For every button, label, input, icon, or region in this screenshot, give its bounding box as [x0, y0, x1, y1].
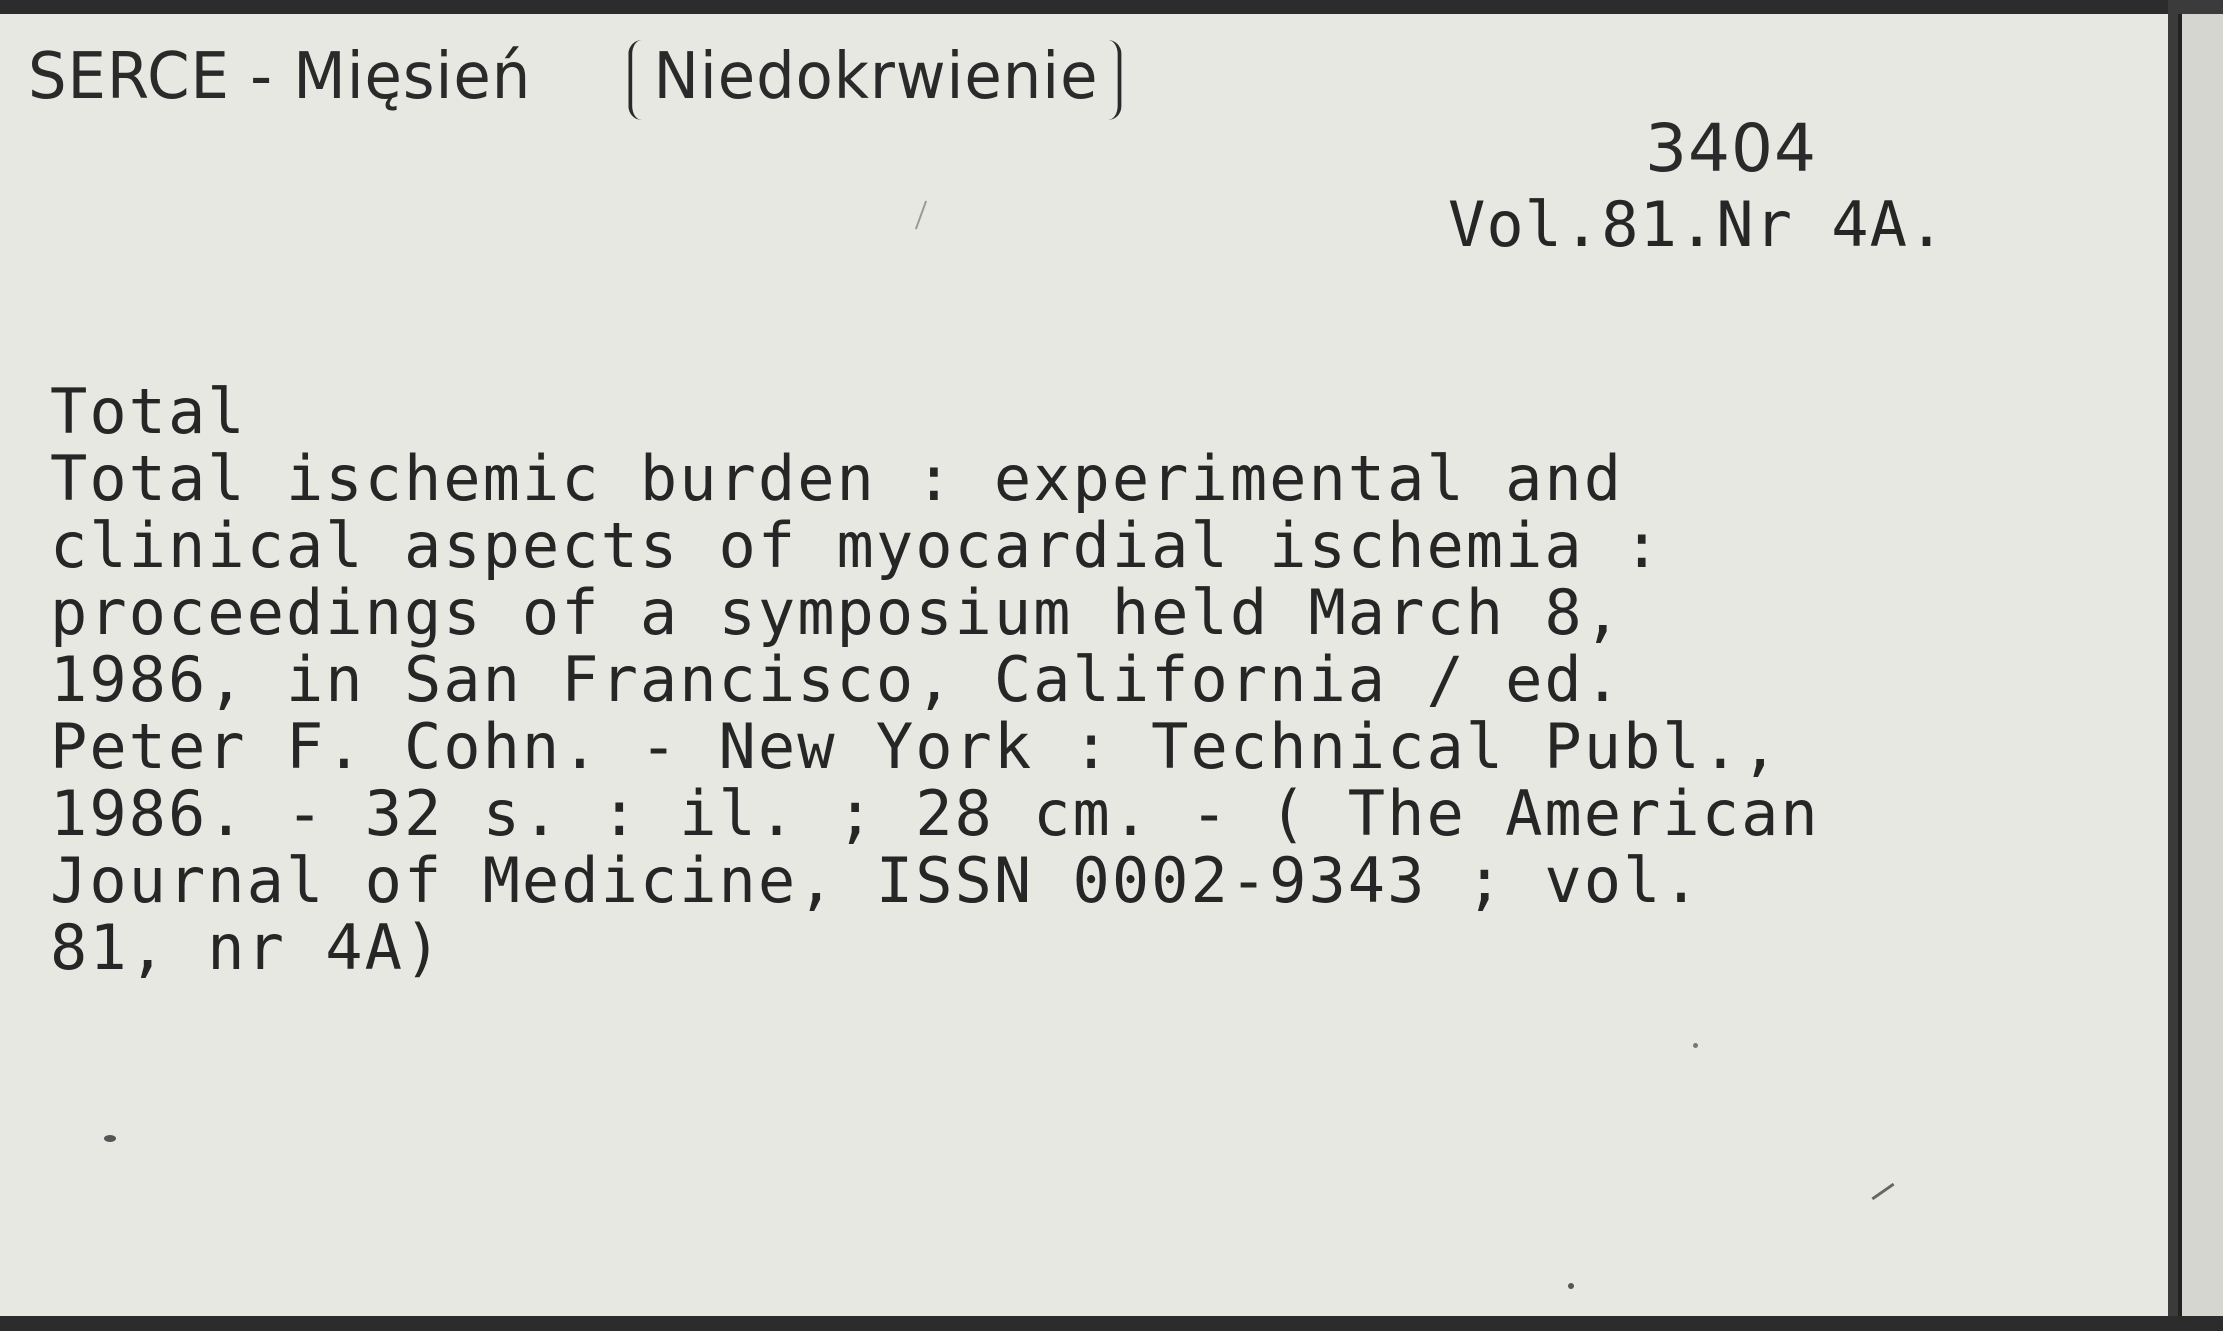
- dust-speck: [1568, 1283, 1574, 1289]
- dust-speck: [1693, 1043, 1698, 1048]
- entry-line: 1986, in San Francisco, California / ed.: [50, 643, 1624, 716]
- shelf-number: 3404: [1645, 110, 1817, 187]
- card-bottom-edge: [0, 1316, 2223, 1331]
- entry-line: clinical aspects of myocardial ischemia :: [50, 509, 1663, 582]
- entry-line: Total: [50, 375, 247, 448]
- pencil-mark: [915, 201, 927, 230]
- entry-line: Journal of Medicine, ISSN 0002-9343 ; vol.: [50, 844, 1702, 917]
- entry-line: Peter F. Cohn. - New York : Technical Publ.,: [50, 710, 1781, 783]
- entry-line: 81, nr 4A): [50, 911, 444, 984]
- subject-heading-bracket: [629, 40, 1121, 120]
- subject-heading-bracketed: Niedokrwienie: [653, 40, 1099, 114]
- ink-speck: [104, 1135, 116, 1142]
- entry-line: proceedings of a symposium held March 8,: [50, 576, 1624, 649]
- subject-heading-label: SERCE - Mięsień: [28, 40, 532, 114]
- entry-line: 1986. - 32 s. : il. ; 28 cm. - ( The American: [50, 777, 1820, 850]
- card-top-edge: [0, 0, 2223, 14]
- adjacent-card-edge: [2178, 14, 2223, 1316]
- catalog-entry: [50, 375, 1820, 984]
- pencil-mark: [1871, 1183, 1894, 1200]
- volume-number: Vol.81.Nr 4A.: [1448, 188, 1947, 261]
- entry-line: Total ischemic burden : experimental and: [50, 442, 1624, 515]
- subject-heading: [28, 40, 1121, 120]
